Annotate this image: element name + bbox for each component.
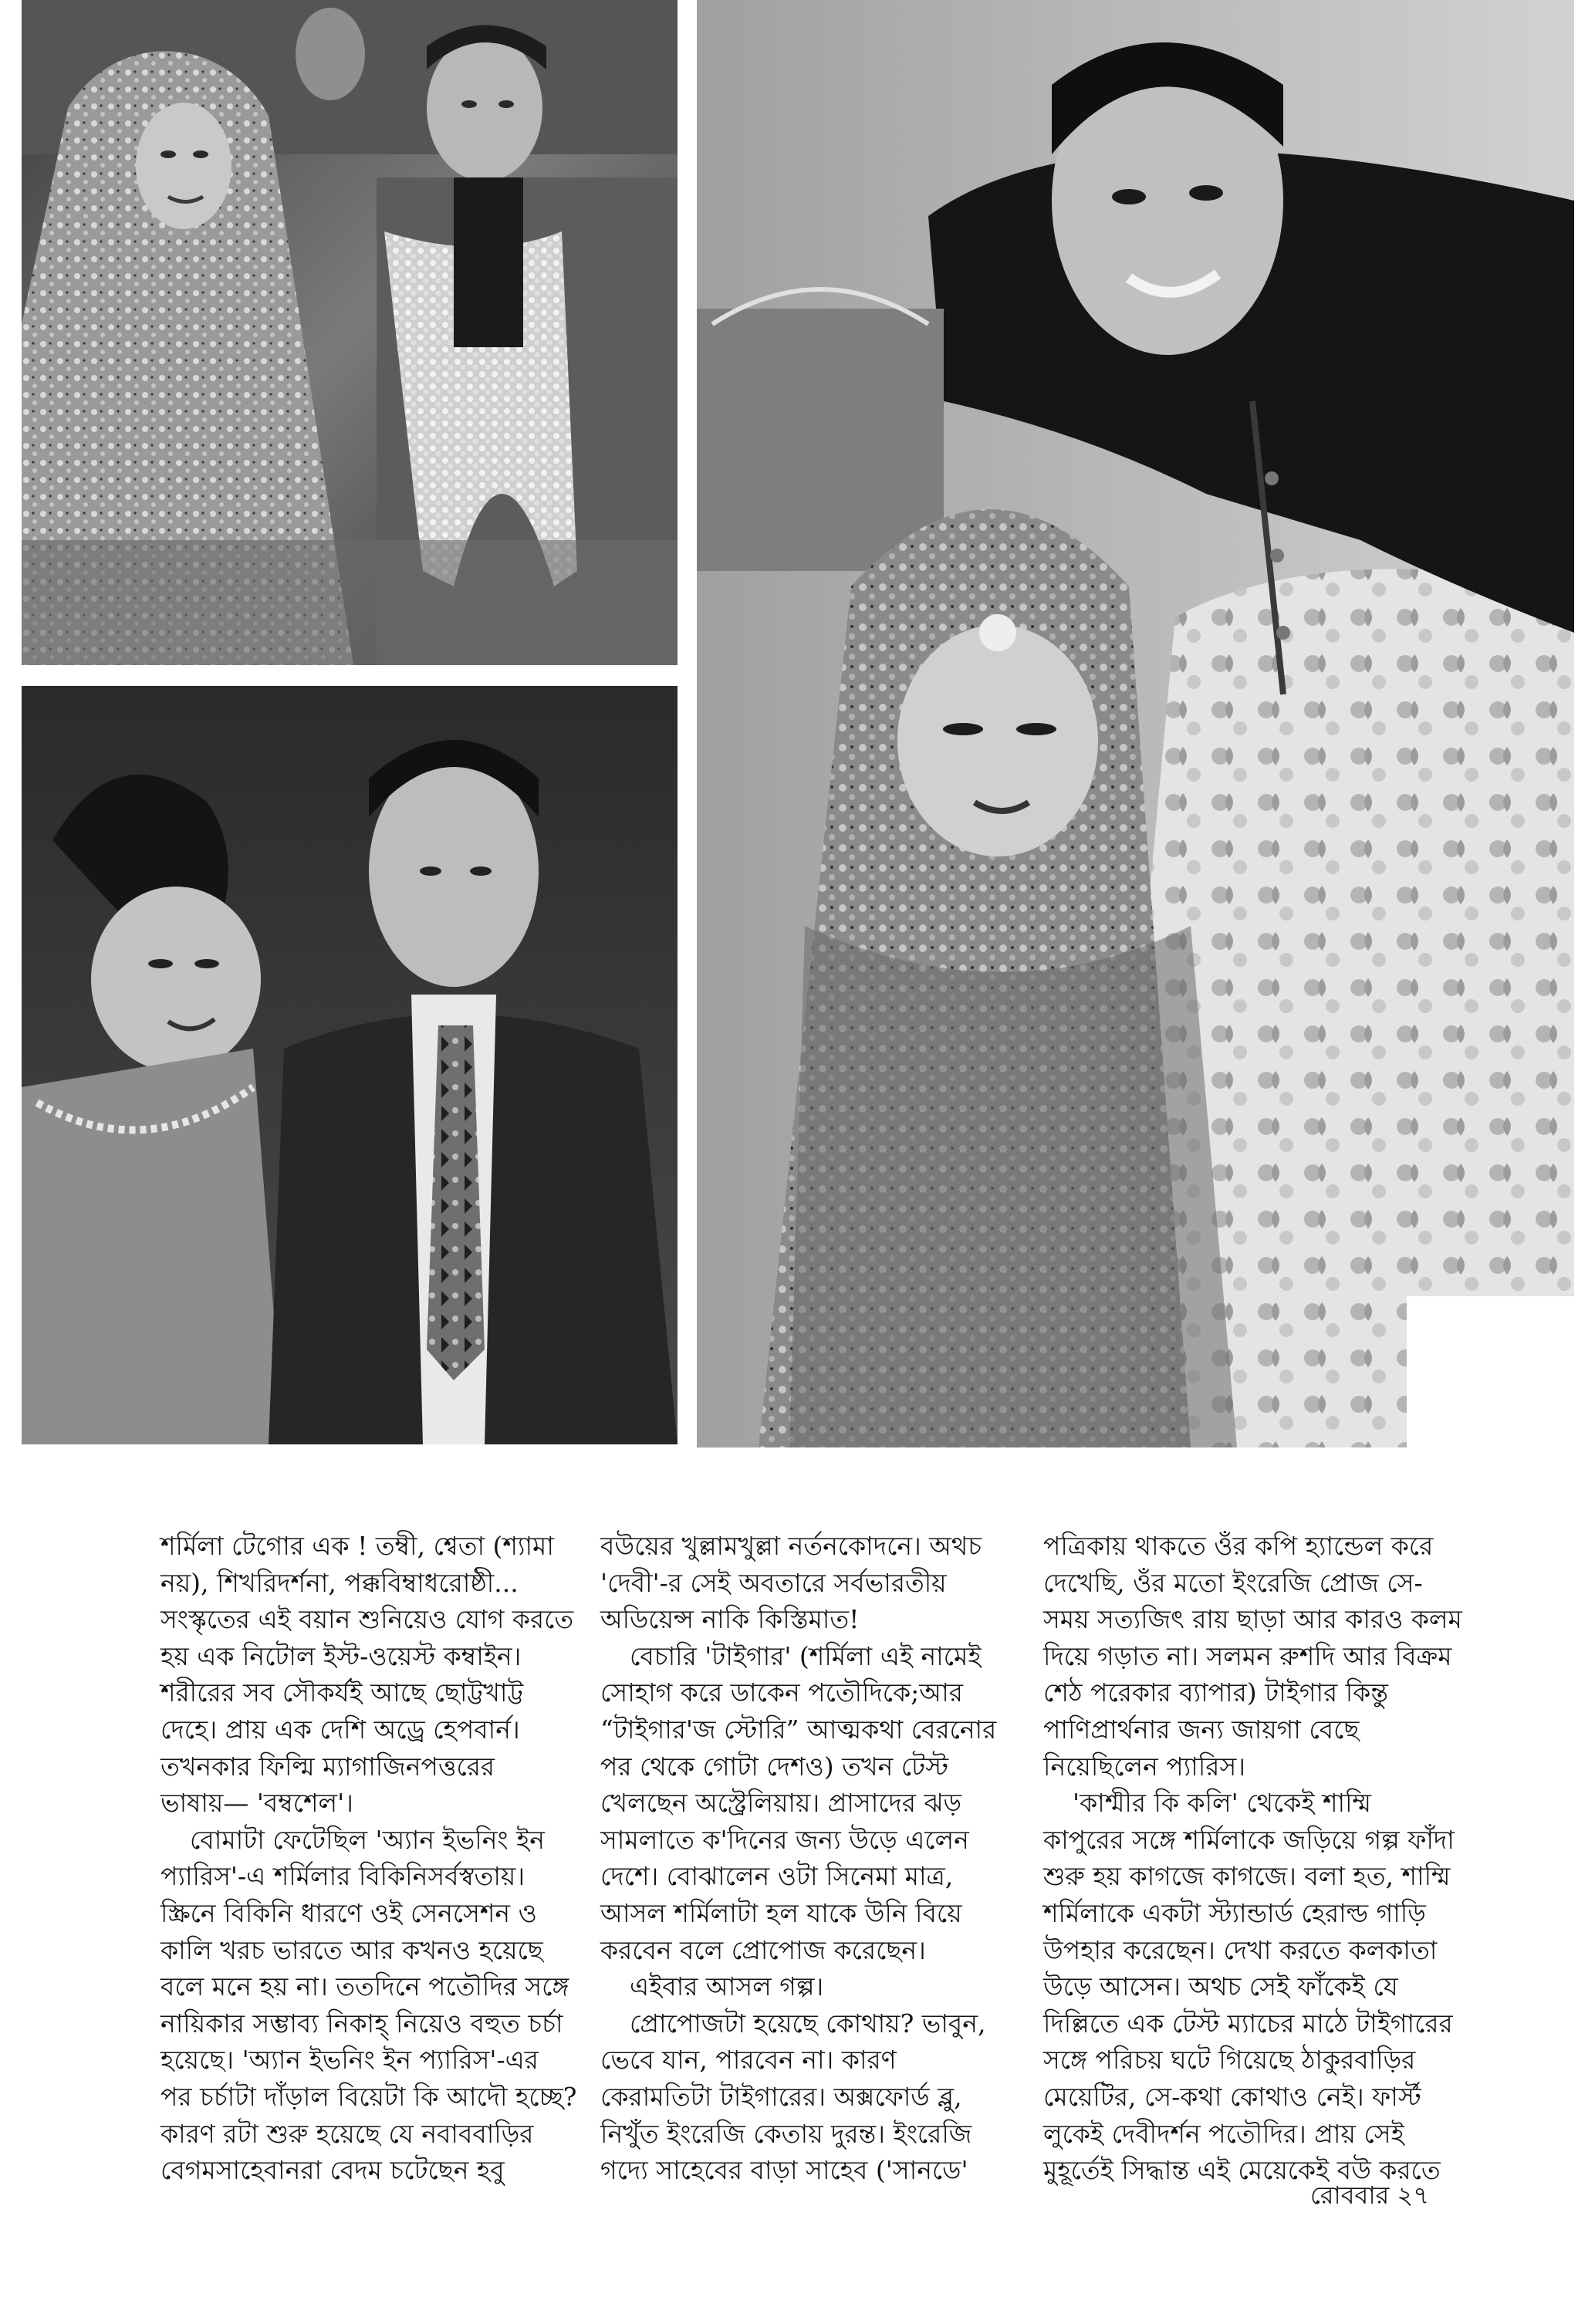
text-line: দেশে। বোঝালেন ওটা সিনেমা মাত্র, — [600, 1861, 954, 1892]
article-column-1 — [161, 1528, 577, 2189]
text-line: বলে মনে হয় না। ততদিনে পতৌদির সঙ্গে — [161, 1971, 569, 2002]
text-line: নায়িকার সম্ভাব্য নিকাহ্ নিয়েও বহুত চর্চা — [161, 2008, 563, 2039]
text-line: নয়), শিখরিদর্শনা, পক্কবিম্বাধরোষ্ঠী... — [161, 1567, 519, 1598]
text-line: মেয়েটির, সে-কথা কোথাও নেই। ফার্স্ট — [1043, 2081, 1421, 2112]
text-line: ভেবে যান, পারবেন না। কারণ — [600, 2045, 897, 2076]
text-line: পর চর্চাটা দাঁড়াল বিয়েটা কি আদৌ হচ্ছে? — [161, 2081, 577, 2112]
text-line: শরীরের সব সৌকর্যই আছে ছোট্টখাট্ট — [161, 1677, 524, 1708]
text-line: খেলছেন অস্ট্রেলিয়ায়। প্রাসাদের ঝড় — [600, 1788, 962, 1819]
text-line: উড়ে আসেন। অথচ সেই ফাঁকেই যে — [1043, 1971, 1398, 2002]
text-line: “টাইগার'জ স্টোরি” আত্মকথা বেরনোর — [600, 1714, 997, 1745]
text-line: করবেন বলে প্রোপোজ করেছেন। — [600, 1934, 926, 1965]
text-line: লুকেই দেবীদর্শন পতৌদির। প্রায় সেই — [1043, 2118, 1404, 2149]
text-line: দিয়ে গড়াত না। সলমন রুশদি আর বিক্রম — [1043, 1640, 1452, 1671]
text-line: ভাষায়— 'বম্বশেল'। — [161, 1788, 353, 1819]
photo-couple-portrait-suit — [22, 686, 678, 1444]
text-line: বোমাটা ফেটেছিল 'অ্যান ইভনিং ইন — [190, 1824, 545, 1855]
text-line: শর্মিলাকে একটা স্ট্যান্ডার্ড হেরাল্ড গাড়ি — [1043, 1897, 1426, 1928]
text-line: কালি খরচ ভারতে আর কখনও হয়েছে — [161, 1934, 543, 1965]
text-line: সামলাতে ক'দিনের জন্য উড়ে এলেন — [600, 1824, 969, 1855]
text-line: সংস্কৃতের এই বয়ান শুনিয়েও যোগ করতে — [161, 1604, 574, 1635]
text-line: এইবার আসল গল্প। — [630, 1971, 824, 2002]
text-line: দেহে। প্রায় এক দেশি অড্রে হেপবার্ন। — [161, 1714, 520, 1745]
text-line: মুহূর্তেই সিদ্ধান্ত এই মেয়েকেই বউ করতে — [1043, 2155, 1441, 2186]
text-line: পাণিপ্রার্থনার জন্য জায়গা বেছে — [1043, 1714, 1360, 1745]
text-line: পর থেকে গোটা দেশও) তখন টেস্ট — [600, 1751, 949, 1782]
text-line: কাপুরের সঙ্গে শর্মিলাকে জড়িয়ে গল্প ফাঁদা — [1043, 1824, 1455, 1855]
text-line: সোহাগ করে ডাকেন পতৌদিকে;আর — [600, 1677, 963, 1708]
article-column-2 — [600, 1528, 996, 2189]
text-line: উপহার করেছেন। দেখা করতে কলকাতা — [1043, 1934, 1438, 1965]
text-line: শর্মিলা টেগোর এক ! তম্বী, শ্বেতা (শ্যামা — [161, 1531, 554, 1561]
photo-bride-and-groom-smiling — [697, 0, 1574, 1447]
text-line: 'দেবী'-র সেই অবতারে সর্বভারতীয় — [600, 1567, 947, 1598]
article-column-3 — [1043, 1528, 1462, 2189]
text-line: 'কাশ্মীর কি কলি' থেকেই শাম্মি — [1073, 1788, 1372, 1819]
text-line: প্যারিস'-এ শর্মিলার বিকিনিসর্বস্বতায়। — [161, 1861, 525, 1892]
text-line: কারণ রটা শুরু হয়েছে যে নবাববাড়ির — [161, 2118, 534, 2149]
text-line: বেচারি 'টাইগার' (শর্মিলা এই নামেই — [630, 1640, 982, 1671]
couple-portrait-suit-image — [22, 686, 678, 1444]
wedding-couple-seated-image — [22, 0, 678, 665]
text-line: হয় এক নিটোল ইস্ট-ওয়েস্ট কম্বাইন। — [161, 1640, 522, 1671]
text-line: পত্রিকায় থাকতে ওঁর কপি হ্যান্ডেল করে — [1043, 1531, 1434, 1561]
text-line: নিয়েছিলেন প্যারিস। — [1043, 1751, 1246, 1782]
text-line: অডিয়েন্স নাকি কিস্তিমাত! — [600, 1604, 860, 1635]
bride-and-groom-smiling-image — [697, 0, 1574, 1447]
text-line: আসল শর্মিলাটা হল যাকে উনি বিয়ে — [600, 1897, 962, 1928]
photo-wedding-couple-seated — [22, 0, 678, 665]
text-line: শেঠ পরেকার ব্যাপার) টাইগার কিন্তু — [1043, 1677, 1388, 1708]
text-line: বেগমসাহেবানরা বেদম চটেছেন হবু — [161, 2155, 505, 2186]
text-line: সময় সত্যজিৎ রায় ছাড়া আর কারও কলম — [1043, 1604, 1462, 1635]
text-line: নিখুঁত ইংরেজি কেতায় দুরন্ত। ইংরেজি — [600, 2118, 972, 2149]
text-line: প্রোপোজটা হয়েছে কোথায়? ভাবুন, — [630, 2008, 986, 2039]
text-line: কেরামতিটা টাইগারের। অক্সফোর্ড ব্লু, — [600, 2081, 962, 2112]
text-line: তখনকার ফিল্মি ম্যাগাজিনপত্তরের — [161, 1751, 495, 1782]
text-line: স্ক্রিনে বিকিনি ধারণে ওই সেনসেশন ও — [161, 1897, 537, 1928]
text-line: শুরু হয় কাগজে কাগজে। বলা হত, শাম্মি — [1043, 1861, 1451, 1892]
text-line: দিল্লিতে এক টেস্ট ম্যাচের মাঠে টাইগারের — [1043, 2008, 1453, 2039]
text-line: সঙ্গে পরিচয় ঘটে গিয়েছে ঠাকুরবাড়ির — [1043, 2045, 1416, 2076]
text-line: গদ্যে সাহেবের বাড়া সাহেব ('সানডে' — [600, 2155, 968, 2186]
text-line: হয়েছে। 'অ্যান ইভনিং ইন প্যারিস'-এর — [161, 2045, 539, 2076]
text-line: বউয়ের খুল্লামখুল্লা নর্তনকোদনে। অথচ — [600, 1531, 982, 1561]
page-folio: রোববার ২৭ — [1309, 2180, 1429, 2210]
text-line: দেখেছি, ওঁর মতো ইংরেজি প্রোজ সে- — [1043, 1567, 1423, 1598]
